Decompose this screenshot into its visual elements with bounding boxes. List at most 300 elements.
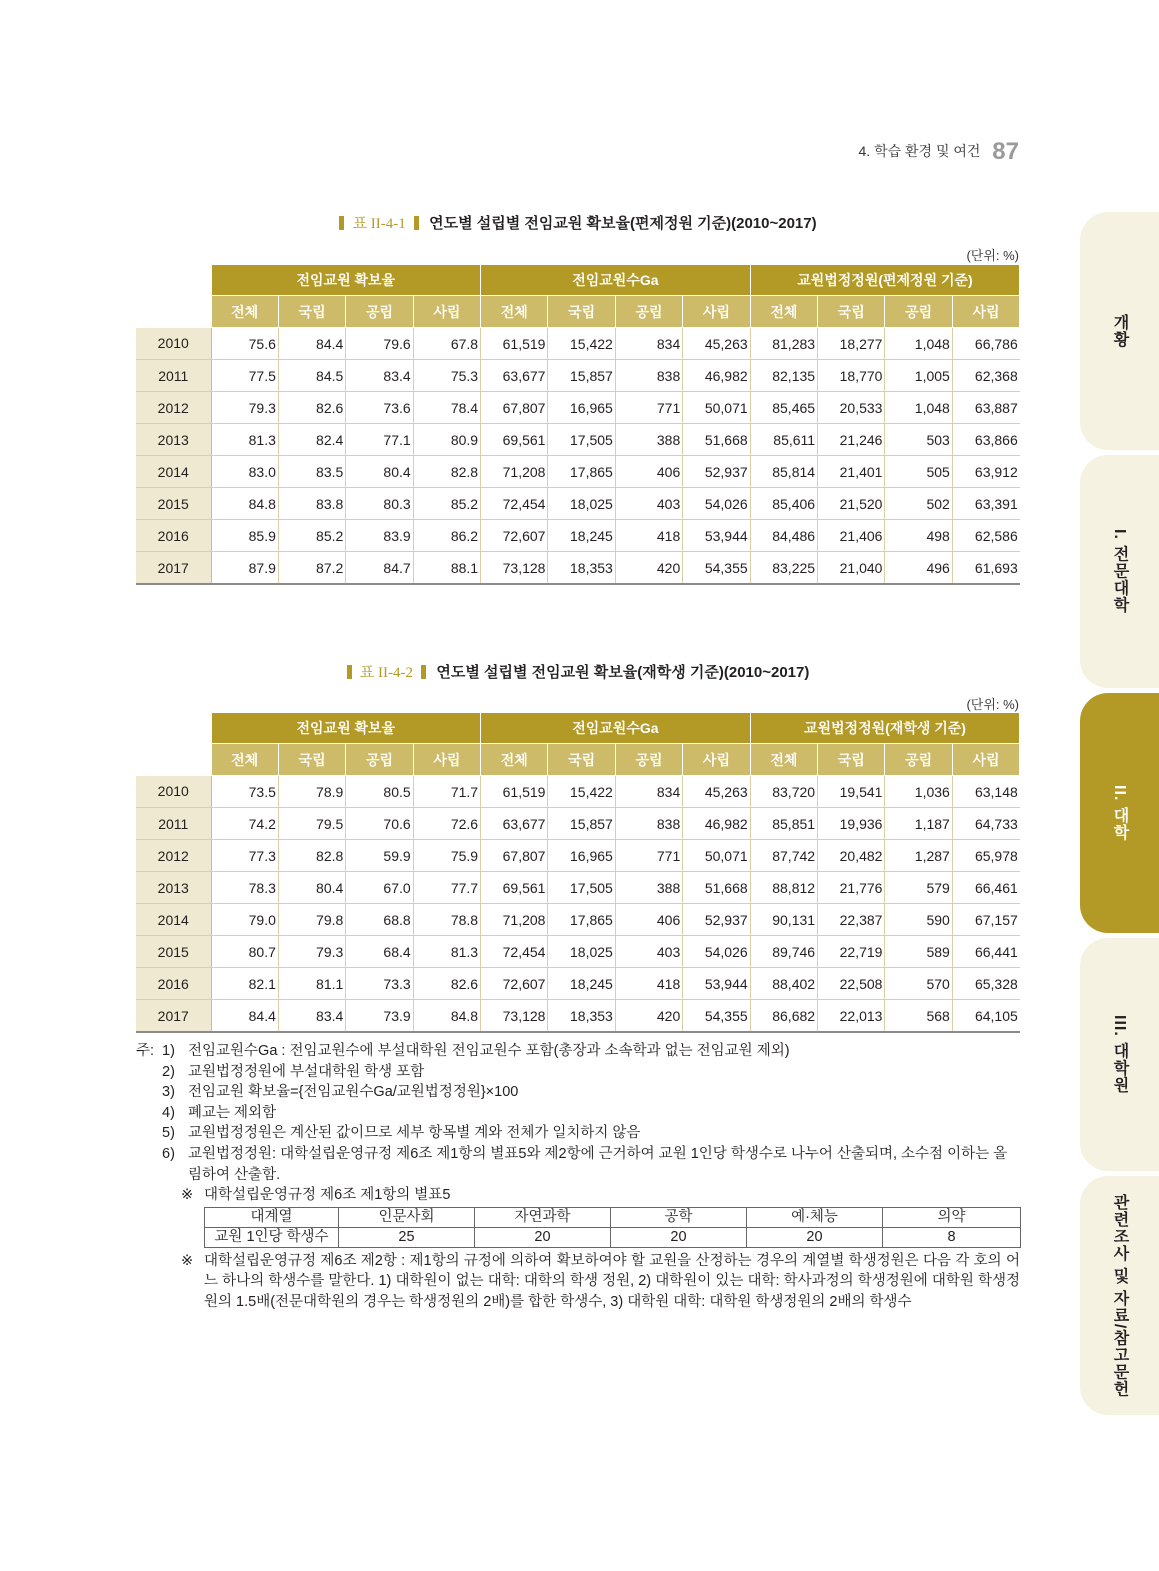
small-table-header: 공학 (611, 1207, 747, 1227)
value-cell: 75.6 (211, 328, 278, 360)
value-cell: 87.9 (211, 552, 278, 585)
sub-header: 국립 (548, 744, 615, 776)
table-row (136, 520, 1020, 552)
value-cell: 68.4 (346, 936, 413, 968)
value-cell: 19,936 (818, 808, 885, 840)
value-cell: 21,246 (818, 424, 885, 456)
value-cell: 61,693 (952, 552, 1019, 585)
value-cell: 50,071 (683, 840, 750, 872)
value-cell: 84.5 (278, 360, 345, 392)
table-row (136, 360, 1020, 392)
value-cell: 90,131 (750, 904, 817, 936)
group-header: 전임교원 확보율 (211, 265, 481, 296)
value-cell: 70.6 (346, 808, 413, 840)
value-cell: 21,040 (818, 552, 885, 585)
value-cell: 61,519 (481, 776, 548, 808)
reference-note-1 (136, 1185, 1020, 1206)
value-cell: 1,048 (885, 328, 952, 360)
value-cell: 388 (615, 424, 682, 456)
tab-graduate-school[interactable] (1080, 938, 1159, 1171)
value-cell: 20,533 (818, 392, 885, 424)
value-cell: 406 (615, 456, 682, 488)
table-row (136, 808, 1020, 840)
group-header: 교원법정정원(편제정원 기준) (750, 265, 1020, 296)
table1 (136, 264, 1020, 585)
value-cell: 22,387 (818, 904, 885, 936)
value-cell: 18,245 (548, 520, 615, 552)
sub-header: 공립 (346, 744, 413, 776)
value-cell: 418 (615, 968, 682, 1000)
value-cell: 65,328 (952, 968, 1019, 1000)
year-cell: 2014 (136, 904, 211, 936)
tab-label: I. 전문대학 (1111, 529, 1128, 614)
value-cell: 15,857 (548, 360, 615, 392)
value-cell: 84.4 (211, 1000, 278, 1033)
tab-overview[interactable] (1080, 212, 1159, 450)
value-cell: 66,441 (952, 936, 1019, 968)
value-cell: 568 (885, 1000, 952, 1033)
value-cell: 67,157 (952, 904, 1019, 936)
table-row (136, 968, 1020, 1000)
table2-label: 표 II-4-2 (359, 665, 414, 681)
tab-label: 관련조사 및 자료/참고문헌 (1111, 1193, 1128, 1398)
section-title: 4. 학습 환경 및 여건 (858, 143, 981, 159)
table-row (136, 840, 1020, 872)
year-cell: 2016 (136, 520, 211, 552)
note-item (162, 1082, 1020, 1103)
value-cell: 64,733 (952, 808, 1019, 840)
value-cell: 82.1 (211, 968, 278, 1000)
reference-mark: ※ (181, 1187, 194, 1204)
value-cell: 15,422 (548, 328, 615, 360)
sub-header: 공립 (346, 296, 413, 328)
value-cell: 83.5 (278, 456, 345, 488)
reference-text: 대학설립운영규정 제6조 제1항의 별표5 (204, 1187, 451, 1204)
value-cell: 63,866 (952, 424, 1019, 456)
value-cell: 80.5 (346, 776, 413, 808)
sub-header: 국립 (278, 744, 345, 776)
small-table-header-row (205, 1207, 1021, 1227)
value-cell: 85,465 (750, 392, 817, 424)
value-cell: 63,912 (952, 456, 1019, 488)
value-cell: 88,812 (750, 872, 817, 904)
value-cell: 62,368 (952, 360, 1019, 392)
note-text: 폐교는 제외함 (188, 1104, 277, 1121)
value-cell: 69,561 (481, 872, 548, 904)
value-cell: 771 (615, 840, 682, 872)
value-cell: 1,005 (885, 360, 952, 392)
sub-header: 사립 (683, 296, 750, 328)
sub-header: 국립 (818, 296, 885, 328)
value-cell: 503 (885, 424, 952, 456)
value-cell: 838 (615, 360, 682, 392)
value-cell: 73.5 (211, 776, 278, 808)
small-table-header: 인문사회 (339, 1207, 475, 1227)
sub-header: 국립 (548, 296, 615, 328)
value-cell: 81,283 (750, 328, 817, 360)
value-cell: 82.8 (413, 456, 480, 488)
value-cell: 73.9 (346, 1000, 413, 1033)
value-cell: 63,391 (952, 488, 1019, 520)
year-cell: 2017 (136, 552, 211, 585)
small-table-cell: 20 (611, 1227, 747, 1247)
note-item (162, 1062, 1020, 1083)
sub-header-row (136, 744, 1020, 776)
small-table-header: 예·체능 (747, 1207, 883, 1227)
year-cell: 2011 (136, 808, 211, 840)
table1-title-text: 연도별 설립별 전임교원 확보율(편제정원 기준)(2010~2017) (429, 215, 817, 232)
value-cell: 81.3 (413, 936, 480, 968)
year-cell: 2016 (136, 968, 211, 1000)
note-number: 3) (162, 1084, 175, 1101)
table2 (136, 712, 1020, 1033)
value-cell: 502 (885, 488, 952, 520)
note-item (162, 1041, 1020, 1062)
value-cell: 22,013 (818, 1000, 885, 1033)
value-cell: 18,770 (818, 360, 885, 392)
value-cell: 590 (885, 904, 952, 936)
sub-header: 전체 (481, 296, 548, 328)
value-cell: 834 (615, 328, 682, 360)
running-header (859, 138, 1020, 166)
group-header: 전임교원수Ga (481, 713, 751, 744)
sub-header: 사립 (952, 296, 1019, 328)
value-cell: 72,454 (481, 936, 548, 968)
value-cell: 420 (615, 1000, 682, 1033)
table1-unit: (단위: %) (966, 248, 1019, 263)
value-cell: 75.3 (413, 360, 480, 392)
group-header-row (136, 265, 1020, 296)
tab-university[interactable] (1080, 693, 1159, 933)
value-cell: 22,719 (818, 936, 885, 968)
small-table-cell: 20 (475, 1227, 611, 1247)
value-cell: 19,541 (818, 776, 885, 808)
year-cell: 2010 (136, 328, 211, 360)
value-cell: 85,814 (750, 456, 817, 488)
small-table-cell: 25 (339, 1227, 475, 1247)
blank-header-cell (136, 296, 211, 328)
year-cell: 2010 (136, 776, 211, 808)
value-cell: 84,486 (750, 520, 817, 552)
small-table-cell: 교원 1인당 학생수 (205, 1227, 339, 1247)
value-cell: 83,225 (750, 552, 817, 585)
value-cell: 52,937 (683, 904, 750, 936)
value-cell: 63,677 (481, 360, 548, 392)
value-cell: 86.2 (413, 520, 480, 552)
value-cell: 21,520 (818, 488, 885, 520)
year-cell: 2014 (136, 456, 211, 488)
value-cell: 579 (885, 872, 952, 904)
sub-header: 사립 (413, 296, 480, 328)
value-cell: 418 (615, 520, 682, 552)
blank-header-cell (136, 744, 211, 776)
value-cell: 79.0 (211, 904, 278, 936)
small-table-cell: 20 (747, 1227, 883, 1247)
group-header: 전임교원수Ga (481, 265, 751, 296)
note-number: 2) (162, 1063, 175, 1080)
tab-label: II. 대학 (1111, 785, 1128, 841)
value-cell: 71,208 (481, 904, 548, 936)
value-cell: 54,355 (683, 1000, 750, 1033)
value-cell: 83.9 (346, 520, 413, 552)
title-marker (414, 216, 419, 230)
value-cell: 71.7 (413, 776, 480, 808)
sub-header: 사립 (952, 744, 1019, 776)
sub-header: 전체 (750, 744, 817, 776)
value-cell: 67.0 (346, 872, 413, 904)
year-cell: 2015 (136, 488, 211, 520)
value-cell: 50,071 (683, 392, 750, 424)
note-item (162, 1144, 1020, 1185)
value-cell: 63,887 (952, 392, 1019, 424)
notes (136, 1041, 1020, 1313)
value-cell: 54,026 (683, 936, 750, 968)
value-cell: 51,668 (683, 424, 750, 456)
group-header: 교원법정정원(재학생 기준) (750, 713, 1020, 744)
value-cell: 18,245 (548, 968, 615, 1000)
value-cell: 59.9 (346, 840, 413, 872)
value-cell: 84.8 (211, 488, 278, 520)
value-cell: 83,720 (750, 776, 817, 808)
note-number: 5) (162, 1125, 175, 1142)
value-cell: 72.6 (413, 808, 480, 840)
value-cell: 54,026 (683, 488, 750, 520)
value-cell: 85,611 (750, 424, 817, 456)
value-cell: 83.4 (278, 1000, 345, 1033)
value-cell: 80.4 (278, 872, 345, 904)
note-text: 전임교원 확보율={전임교원수Ga/교원법정정원}×100 (188, 1084, 519, 1101)
value-cell: 67,807 (481, 840, 548, 872)
value-cell: 52,937 (683, 456, 750, 488)
table-row (136, 488, 1020, 520)
value-cell: 420 (615, 552, 682, 585)
year-cell: 2011 (136, 360, 211, 392)
value-cell: 45,263 (683, 776, 750, 808)
value-cell: 46,982 (683, 360, 750, 392)
value-cell: 69,561 (481, 424, 548, 456)
value-cell: 45,263 (683, 328, 750, 360)
value-cell: 505 (885, 456, 952, 488)
note-list (136, 1041, 1020, 1185)
note-text: 교원법정정원은 계산된 값이므로 세부 항목별 계와 전체가 일치하지 않음 (188, 1125, 641, 1142)
year-cell: 2017 (136, 1000, 211, 1033)
value-cell: 78.8 (413, 904, 480, 936)
value-cell: 82.8 (278, 840, 345, 872)
value-cell: 403 (615, 488, 682, 520)
sub-header: 공립 (615, 744, 682, 776)
value-cell: 46,982 (683, 808, 750, 840)
value-cell: 18,025 (548, 488, 615, 520)
value-cell: 85.9 (211, 520, 278, 552)
value-cell: 83.0 (211, 456, 278, 488)
value-cell: 84.4 (278, 328, 345, 360)
value-cell: 18,353 (548, 1000, 615, 1033)
table2-title-text: 연도별 설립별 전임교원 확보율(재학생 기준)(2010~2017) (436, 664, 810, 681)
value-cell: 74.2 (211, 808, 278, 840)
blank-header-cell (136, 265, 211, 296)
value-cell: 1,048 (885, 392, 952, 424)
value-cell: 17,865 (548, 456, 615, 488)
value-cell: 498 (885, 520, 952, 552)
small-table-cell: 8 (883, 1227, 1021, 1247)
value-cell: 589 (885, 936, 952, 968)
tab-junior-college[interactable] (1080, 455, 1159, 688)
value-cell: 79.8 (278, 904, 345, 936)
table-row (136, 456, 1020, 488)
value-cell: 406 (615, 904, 682, 936)
value-cell: 84.7 (346, 552, 413, 585)
value-cell: 403 (615, 936, 682, 968)
value-cell: 77.7 (413, 872, 480, 904)
title-marker (339, 216, 344, 230)
value-cell: 63,148 (952, 776, 1019, 808)
group-header-row (136, 713, 1020, 744)
value-cell: 77.5 (211, 360, 278, 392)
value-cell: 570 (885, 968, 952, 1000)
note-number: 1) (162, 1043, 175, 1059)
sub-header: 전체 (481, 744, 548, 776)
note-text: 전임교원수Ga : 전임교원수에 부설대학원 전임교원수 포함(총장과 소속학과 없는 전임교원 제외) (188, 1043, 790, 1059)
note-number: 4) (162, 1104, 175, 1121)
table-row (136, 904, 1020, 936)
value-cell: 79.3 (211, 392, 278, 424)
value-cell: 82,135 (750, 360, 817, 392)
note-text: 교원법정정원에 부설대학원 학생 포함 (188, 1063, 425, 1080)
value-cell: 89,746 (750, 936, 817, 968)
value-cell: 54,355 (683, 552, 750, 585)
value-cell: 82.4 (278, 424, 345, 456)
table-row (136, 936, 1020, 968)
sub-header: 전체 (211, 744, 278, 776)
value-cell: 53,944 (683, 968, 750, 1000)
blank-header-cell (136, 713, 211, 744)
value-cell: 73,128 (481, 552, 548, 585)
value-cell: 85.2 (413, 488, 480, 520)
table-row (136, 392, 1020, 424)
value-cell: 82.6 (413, 968, 480, 1000)
value-cell: 18,025 (548, 936, 615, 968)
value-cell: 68.8 (346, 904, 413, 936)
value-cell: 16,965 (548, 840, 615, 872)
value-cell: 64,105 (952, 1000, 1019, 1033)
value-cell: 838 (615, 808, 682, 840)
value-cell: 80.4 (346, 456, 413, 488)
group-header: 전임교원 확보율 (211, 713, 481, 744)
value-cell: 496 (885, 552, 952, 585)
value-cell: 21,401 (818, 456, 885, 488)
sub-header: 전체 (211, 296, 278, 328)
table1-title (136, 212, 1020, 233)
value-cell: 77.3 (211, 840, 278, 872)
tab-references[interactable] (1080, 1176, 1159, 1415)
table1-label: 표 II-4-1 (352, 216, 406, 232)
value-cell: 17,505 (548, 424, 615, 456)
value-cell: 62,586 (952, 520, 1019, 552)
value-cell: 17,505 (548, 872, 615, 904)
student-ratio-table (204, 1207, 1021, 1248)
table2-unit: (단위: %) (966, 697, 1019, 712)
value-cell: 771 (615, 392, 682, 424)
value-cell: 22,508 (818, 968, 885, 1000)
value-cell: 67,807 (481, 392, 548, 424)
reference-text: 대학설립운영규정 제6조 제2항 : 제1항의 규정에 의하여 확보하여야 할 교원을 산정하는 경우의 계열별 학생정원은 다음 각 호의 어느 하나의 학생수를 말한다. 1) 대학원이 없는 대학: 대학의 학생 정원, 2) 대학원이 있는 대학: 학사과정의 학생정원에 대학원 학생정원의 1.5배(전문대학원의 경우는 학생정원의 2배)를 합한 학생수, 3) 대학원 대학: 대학원 학생정원의 2배의 학생수 (204, 1252, 1020, 1310)
value-cell: 79.6 (346, 328, 413, 360)
value-cell: 85.2 (278, 520, 345, 552)
value-cell: 87,742 (750, 840, 817, 872)
value-cell: 20,482 (818, 840, 885, 872)
value-cell: 66,786 (952, 328, 1019, 360)
table-row (136, 776, 1020, 808)
sub-header: 공립 (885, 744, 952, 776)
year-cell: 2015 (136, 936, 211, 968)
table-row (136, 552, 1020, 585)
value-cell: 85,851 (750, 808, 817, 840)
value-cell: 72,454 (481, 488, 548, 520)
sub-header: 국립 (818, 744, 885, 776)
value-cell: 53,944 (683, 520, 750, 552)
value-cell: 79.5 (278, 808, 345, 840)
value-cell: 81.3 (211, 424, 278, 456)
year-cell: 2013 (136, 424, 211, 456)
value-cell: 21,406 (818, 520, 885, 552)
value-cell: 51,668 (683, 872, 750, 904)
reference-note-2 (136, 1251, 1020, 1313)
sub-header-row (136, 296, 1020, 328)
value-cell: 834 (615, 776, 682, 808)
note-text: 교원법정정원: 대학설립운영규정 제6조 제1항의 별표5와 제2항에 근거하여 교원 1인당 학생수로 나누어 산출되며, 소수점 이하는 올림하여 산출함. (188, 1145, 1008, 1183)
notes-prefix: 주: (136, 1043, 155, 1059)
value-cell: 1,036 (885, 776, 952, 808)
value-cell: 86,682 (750, 1000, 817, 1033)
value-cell: 88.1 (413, 552, 480, 585)
note-item (162, 1103, 1020, 1124)
tab-label: III. 대학원 (1111, 1015, 1128, 1094)
sub-header: 공립 (885, 296, 952, 328)
table-row (136, 424, 1020, 456)
table-row (136, 872, 1020, 904)
small-table-header: 대계열 (205, 1207, 339, 1227)
value-cell: 75.9 (413, 840, 480, 872)
value-cell: 63,677 (481, 808, 548, 840)
table2-title (136, 661, 1020, 682)
value-cell: 21,776 (818, 872, 885, 904)
tab-label: 개황 (1111, 314, 1128, 348)
value-cell: 79.3 (278, 936, 345, 968)
value-cell: 16,965 (548, 392, 615, 424)
value-cell: 15,422 (548, 776, 615, 808)
value-cell: 83.8 (278, 488, 345, 520)
sub-header: 사립 (683, 744, 750, 776)
value-cell: 72,607 (481, 968, 548, 1000)
value-cell: 82.6 (278, 392, 345, 424)
year-cell: 2012 (136, 840, 211, 872)
value-cell: 80.7 (211, 936, 278, 968)
value-cell: 85,406 (750, 488, 817, 520)
value-cell: 80.3 (346, 488, 413, 520)
value-cell: 71,208 (481, 456, 548, 488)
year-cell: 2012 (136, 392, 211, 424)
value-cell: 78.4 (413, 392, 480, 424)
sub-header: 전체 (750, 296, 817, 328)
value-cell: 73.3 (346, 968, 413, 1000)
value-cell: 88,402 (750, 968, 817, 1000)
value-cell: 61,519 (481, 328, 548, 360)
value-cell: 84.8 (413, 1000, 480, 1033)
value-cell: 73,128 (481, 1000, 548, 1033)
value-cell: 67.8 (413, 328, 480, 360)
value-cell: 78.3 (211, 872, 278, 904)
note-item (162, 1123, 1020, 1144)
